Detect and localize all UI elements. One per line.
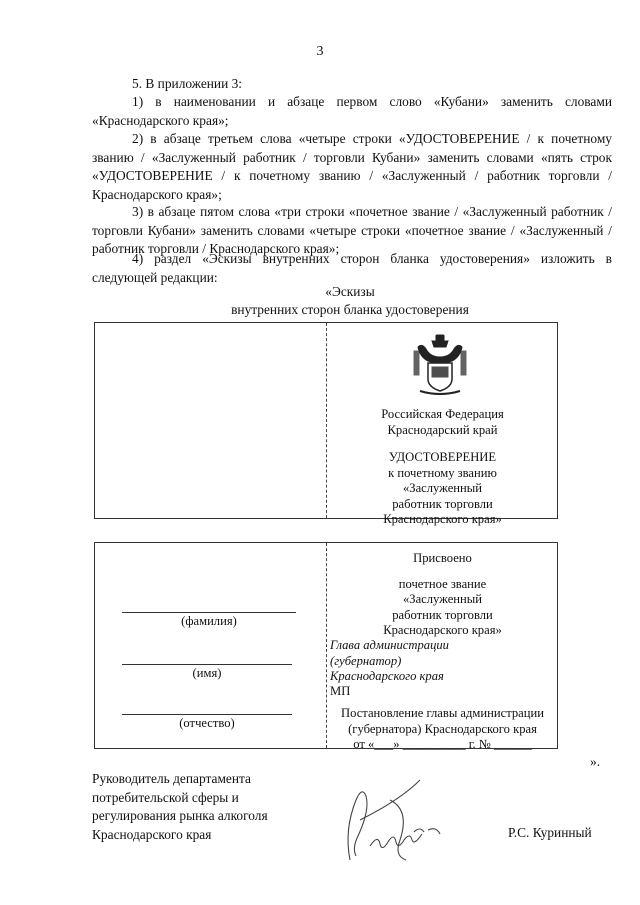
signatory-line-3: регулирования рынка алкоголя [92,808,268,823]
award-rank-line-4: Краснодарского края» [383,623,502,637]
decree-block [330,706,555,753]
cover-country: Российская Федерация [381,407,504,421]
name-line [122,664,292,665]
signatory-position [92,770,268,844]
cover-rank-line-3: Краснодарского края» [383,512,502,526]
decree-line-2: (губернатора) Краснодарского края [348,721,537,736]
sketch-title [150,283,550,319]
head-line-3: Краснодарского края [330,669,444,683]
award-rank-line-3: работник торговли [392,607,493,622]
handwritten-signature [330,770,460,870]
surname-line [122,612,296,613]
cover-title: УДОСТОВЕРЕНИЕ [388,450,497,464]
decree-line-1: Постановление главы администрации [341,706,544,720]
decree-line-3: от «___» __________ г. № ______ [353,737,532,751]
certificate-fold-line [326,323,327,518]
amendment-heading: 5. В приложении 3: [132,76,243,91]
signatory-line-1: Руководитель департамента [92,771,251,786]
cover-rank-line-1: «Заслуженный [402,481,482,495]
amendment-item-4: 4) раздел «Эскизы внутренних сторон бланка удостоверения» изложить в следующей редакции: [92,251,612,285]
page-number: 3 [316,44,324,59]
certificate-cover-text [330,407,555,528]
head-line-2: (губернатор) [330,653,402,668]
amendment-item-1: 1) в наименовании и абзаце первом слово «Кубани» заменить словами «Краснодарского края»; [92,94,612,128]
award-text [330,551,555,639]
certificate-inner-fold-line [326,543,327,748]
cover-subtitle: к почетному званию [388,465,497,480]
sketch-title-line-1: «Эскизы [325,284,375,299]
closing-quote: ». [590,754,601,769]
cover-region: Краснодарский край [387,422,498,437]
sketch-title-line-2: внутренних сторон бланка удостоверения [231,302,469,317]
signatory-line-4: Краснодарского края [92,826,212,842]
patronymic-label: (отчество) [179,716,235,730]
head-signature-block [330,638,449,685]
awarded-label: Присвоено [413,551,472,565]
coat-of-arms-icon [410,333,470,398]
name-label: (имя) [192,666,222,680]
amendment-item-3: 3) в абзаце пятом слова «три строки «почетное звание / «Заслуженный работник / торговли Кубани» заменить словами «четыре строки «почетное звание / «Заслуженный / работник торговли / Краснодарского края»; [92,204,612,256]
award-rank-line-1: почетное звание [398,576,487,591]
patronymic-line [122,714,292,715]
cover-rank-line-2: работник торговли [392,496,493,511]
signatory-line-2: потребительской сферы и [92,789,239,805]
surname-label: (фамилия) [181,614,237,628]
signatory-name: Р.С. Куринный [508,825,592,840]
award-rank-line-2: «Заслуженный [402,592,482,606]
seal-mark: МП [330,684,351,698]
head-line-1: Глава администрации [330,638,449,652]
amendment-item-2: 2) в абзаце третьем слова «четыре строки «УДОСТОВЕРЕНИЕ / к почетному званию / «Заслуженный работник / торговли Кубани» заменить словами «пять строк «УДОСТОВЕРЕНИЕ / к почетному званию / «Заслуженный / работник торговли / Краснодарского края»; [92,131,612,202]
